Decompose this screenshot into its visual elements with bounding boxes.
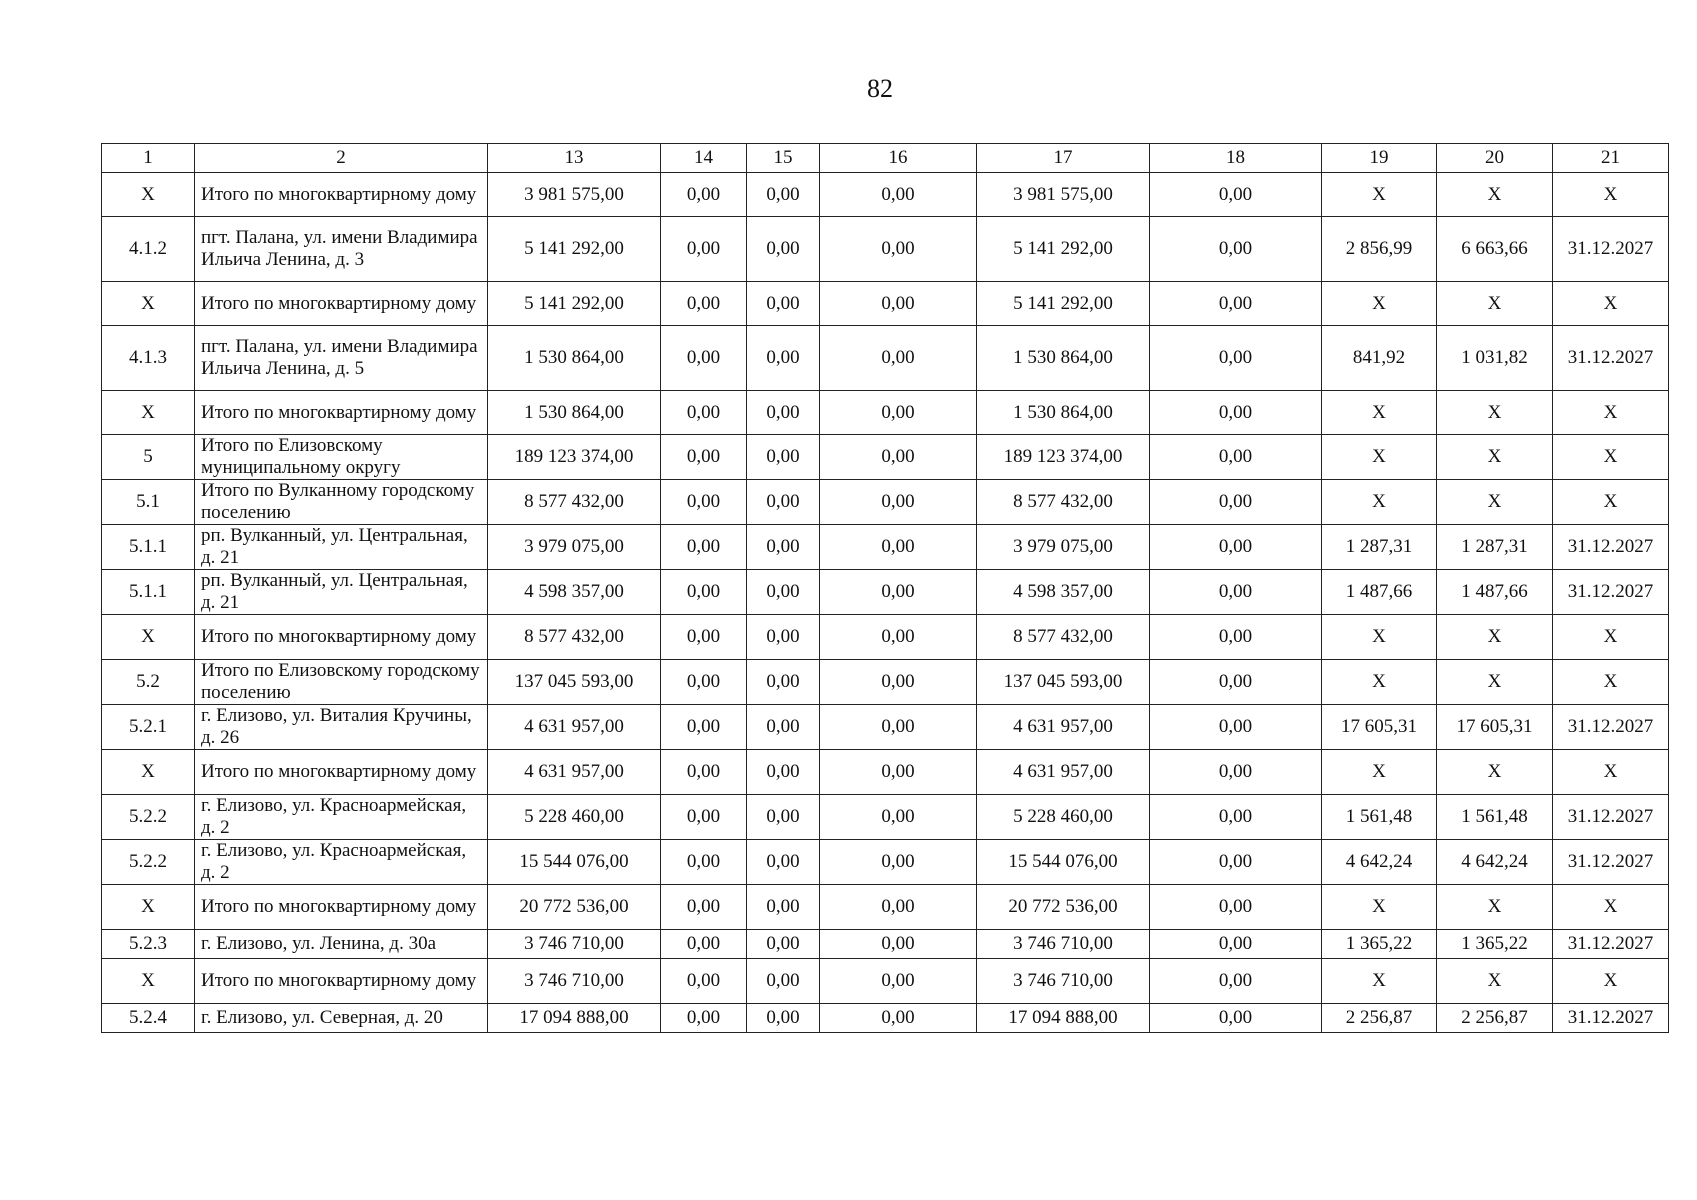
table-cell: 3 746 710,00 [977, 959, 1150, 1004]
table-row [102, 435, 1669, 480]
table-cell: 5 228 460,00 [977, 795, 1150, 840]
table-row [102, 750, 1669, 795]
table-cell: 0,00 [1150, 705, 1322, 750]
table-header-row [102, 144, 1669, 173]
table-cell: 20 772 536,00 [977, 885, 1150, 930]
table-cell: 5.1.1 [102, 570, 195, 615]
column-header: 14 [661, 144, 747, 173]
table-cell: 0,00 [661, 885, 747, 930]
table-cell: X [1553, 435, 1669, 480]
table-cell: X [1322, 615, 1437, 660]
address-cell: г. Елизово, ул. Ленина, д. 30а [195, 930, 488, 959]
table-cell: 5 141 292,00 [488, 282, 661, 326]
table-cell: 0,00 [747, 480, 820, 525]
table-cell: 0,00 [661, 391, 747, 435]
table-cell: X [102, 959, 195, 1004]
table-row [102, 217, 1669, 282]
table-cell: 0,00 [661, 480, 747, 525]
table-cell: X [1322, 885, 1437, 930]
table-cell: 0,00 [820, 570, 977, 615]
table-cell: 20 772 536,00 [488, 885, 661, 930]
table-cell: 0,00 [820, 615, 977, 660]
table-cell: 3 746 710,00 [488, 930, 661, 959]
table-cell: X [1437, 282, 1553, 326]
table-cell: X [1553, 660, 1669, 705]
table-cell: X [102, 750, 195, 795]
table-cell: 8 577 432,00 [488, 480, 661, 525]
table-cell: 5 [102, 435, 195, 480]
table-cell: 0,00 [747, 282, 820, 326]
table-cell: 189 123 374,00 [488, 435, 661, 480]
table-cell: 17 094 888,00 [488, 1004, 661, 1033]
table-cell: 0,00 [747, 525, 820, 570]
repair-program-table [101, 143, 1669, 1033]
table-row [102, 391, 1669, 435]
table-row [102, 570, 1669, 615]
table-cell: 0,00 [1150, 435, 1322, 480]
table-cell: X [1553, 391, 1669, 435]
table-cell: 5.1 [102, 480, 195, 525]
table-cell: X [1322, 750, 1437, 795]
table-cell: 4 631 957,00 [977, 705, 1150, 750]
table-cell: 0,00 [1150, 840, 1322, 885]
address-cell: пгт. Палана, ул. имени Владимира Ильича Ленина, д. 5 [195, 326, 488, 391]
column-header: 18 [1150, 144, 1322, 173]
table-cell: X [1553, 750, 1669, 795]
table-cell: X [1553, 885, 1669, 930]
table-cell: 0,00 [1150, 885, 1322, 930]
address-cell: Итого по многоквартирному дому [195, 173, 488, 217]
table-cell: X [1437, 391, 1553, 435]
table-cell: 0,00 [820, 885, 977, 930]
address-cell: Итого по многоквартирному дому [195, 750, 488, 795]
table-cell: 0,00 [661, 660, 747, 705]
table-cell: 31.12.2027 [1553, 1004, 1669, 1033]
table-cell: 0,00 [661, 435, 747, 480]
table-cell: 0,00 [820, 282, 977, 326]
table-row [102, 173, 1669, 217]
table-cell: 1 287,31 [1322, 525, 1437, 570]
table-cell: 0,00 [747, 570, 820, 615]
table-cell: 0,00 [820, 1004, 977, 1033]
table-row [102, 480, 1669, 525]
address-cell: г. Елизово, ул. Красноармейская, д. 2 [195, 840, 488, 885]
table-cell: 5.2 [102, 660, 195, 705]
table-cell: 0,00 [1150, 282, 1322, 326]
table-cell: 0,00 [820, 435, 977, 480]
table-cell: X [102, 173, 195, 217]
table-cell: 0,00 [820, 525, 977, 570]
table-cell: 5.2.2 [102, 840, 195, 885]
column-header: 2 [195, 144, 488, 173]
table-cell: X [1553, 959, 1669, 1004]
table-cell: 0,00 [747, 615, 820, 660]
table-cell: 1 287,31 [1437, 525, 1553, 570]
table-cell: 0,00 [1150, 959, 1322, 1004]
table-cell: 31.12.2027 [1553, 705, 1669, 750]
table-cell: 0,00 [747, 750, 820, 795]
table-cell: 0,00 [747, 660, 820, 705]
table-row [102, 660, 1669, 705]
table-cell: 0,00 [820, 660, 977, 705]
address-cell: Итого по многоквартирному дому [195, 391, 488, 435]
table-cell: 0,00 [747, 173, 820, 217]
column-header: 17 [977, 144, 1150, 173]
table-cell: 1 365,22 [1322, 930, 1437, 959]
table-row [102, 326, 1669, 391]
table-cell: X [1322, 480, 1437, 525]
table-cell: 137 045 593,00 [488, 660, 661, 705]
table-cell: 2 856,99 [1322, 217, 1437, 282]
table-cell: 31.12.2027 [1553, 525, 1669, 570]
address-cell: рп. Вулканный, ул. Центральная, д. 21 [195, 570, 488, 615]
table-cell: 8 577 432,00 [977, 615, 1150, 660]
table-cell: 0,00 [661, 615, 747, 660]
table-cell: 0,00 [661, 930, 747, 959]
table-cell: X [1322, 282, 1437, 326]
table-cell: 17 094 888,00 [977, 1004, 1150, 1033]
table-cell: X [1322, 435, 1437, 480]
table-cell: 0,00 [661, 959, 747, 1004]
table-cell: 2 256,87 [1322, 1004, 1437, 1033]
column-header: 1 [102, 144, 195, 173]
address-cell: г. Елизово, ул. Красноармейская, д. 2 [195, 795, 488, 840]
table-cell: 1 530 864,00 [977, 391, 1150, 435]
table-cell: 3 746 710,00 [977, 930, 1150, 959]
table-cell: 1 561,48 [1437, 795, 1553, 840]
table-cell: 4 631 957,00 [977, 750, 1150, 795]
table-cell: 0,00 [661, 217, 747, 282]
table-cell: X [1437, 435, 1553, 480]
table-cell: 0,00 [747, 930, 820, 959]
table-cell: 5 141 292,00 [977, 282, 1150, 326]
table-cell: 0,00 [1150, 615, 1322, 660]
address-cell: Итого по Вулканному городскому поселению [195, 480, 488, 525]
table-cell: 0,00 [661, 173, 747, 217]
table-cell: 0,00 [661, 326, 747, 391]
address-cell: Итого по многоквартирному дому [195, 959, 488, 1004]
table-cell: 0,00 [747, 795, 820, 840]
table-cell: 6 663,66 [1437, 217, 1553, 282]
table-row [102, 795, 1669, 840]
table-cell: 0,00 [820, 840, 977, 885]
table-cell: 5 228 460,00 [488, 795, 661, 840]
table-cell: X [102, 282, 195, 326]
address-cell: Итого по многоквартирному дому [195, 282, 488, 326]
table-cell: 0,00 [1150, 326, 1322, 391]
table-cell: 0,00 [820, 750, 977, 795]
table-cell: X [102, 885, 195, 930]
table-cell: 0,00 [820, 326, 977, 391]
table-cell: 0,00 [661, 840, 747, 885]
table-cell: 0,00 [820, 173, 977, 217]
table-cell: 0,00 [1150, 480, 1322, 525]
table-cell: 5 141 292,00 [488, 217, 661, 282]
table-cell: 31.12.2027 [1553, 570, 1669, 615]
table-cell: 0,00 [747, 1004, 820, 1033]
table-cell: 1 031,82 [1437, 326, 1553, 391]
table-cell: 0,00 [661, 795, 747, 840]
table-cell: X [1437, 173, 1553, 217]
table-cell: 4.1.3 [102, 326, 195, 391]
table-cell: 0,00 [661, 525, 747, 570]
table-cell: 0,00 [820, 391, 977, 435]
table-cell: 17 605,31 [1437, 705, 1553, 750]
table-cell: 31.12.2027 [1553, 930, 1669, 959]
table-cell: 0,00 [661, 282, 747, 326]
table-cell: 17 605,31 [1322, 705, 1437, 750]
table-cell: 1 487,66 [1322, 570, 1437, 615]
table-cell: 4 598 357,00 [488, 570, 661, 615]
table-cell: 0,00 [1150, 217, 1322, 282]
address-cell: пгт. Палана, ул. имени Владимира Ильича Ленина, д. 3 [195, 217, 488, 282]
table-cell: 0,00 [1150, 795, 1322, 840]
table-cell: X [1322, 173, 1437, 217]
table-cell: 15 544 076,00 [488, 840, 661, 885]
column-header: 13 [488, 144, 661, 173]
address-cell: г. Елизово, ул. Виталия Кручины, д. 26 [195, 705, 488, 750]
address-cell: Итого по многоквартирному дому [195, 885, 488, 930]
table-cell: 31.12.2027 [1553, 840, 1669, 885]
address-cell: рп. Вулканный, ул. Центральная, д. 21 [195, 525, 488, 570]
table-cell: X [1553, 282, 1669, 326]
table-cell: 0,00 [747, 959, 820, 1004]
table-cell: 0,00 [661, 750, 747, 795]
table-row [102, 1004, 1669, 1033]
table-cell: 0,00 [1150, 173, 1322, 217]
address-cell: Итого по многоквартирному дому [195, 615, 488, 660]
table-cell: 3 979 075,00 [977, 525, 1150, 570]
table-cell: 15 544 076,00 [977, 840, 1150, 885]
table-cell: 1 530 864,00 [977, 326, 1150, 391]
table-cell: 31.12.2027 [1553, 795, 1669, 840]
table-row [102, 615, 1669, 660]
table-cell: X [1553, 173, 1669, 217]
table-cell: 0,00 [820, 705, 977, 750]
table-cell: 0,00 [1150, 750, 1322, 795]
table-cell: 3 979 075,00 [488, 525, 661, 570]
table-cell: 4 642,24 [1322, 840, 1437, 885]
table-cell: 0,00 [747, 326, 820, 391]
address-cell: г. Елизово, ул. Северная, д. 20 [195, 1004, 488, 1033]
table-cell: 0,00 [820, 959, 977, 1004]
table-cell: 8 577 432,00 [488, 615, 661, 660]
table-cell: 0,00 [1150, 1004, 1322, 1033]
table-body [102, 173, 1669, 1033]
table-cell: 4 642,24 [1437, 840, 1553, 885]
table-cell: 0,00 [1150, 525, 1322, 570]
table-cell: 0,00 [820, 930, 977, 959]
table-cell: 31.12.2027 [1553, 326, 1669, 391]
table-cell: 0,00 [1150, 660, 1322, 705]
column-header: 19 [1322, 144, 1437, 173]
table-cell: 189 123 374,00 [977, 435, 1150, 480]
table-cell: 0,00 [747, 885, 820, 930]
table-cell: 31.12.2027 [1553, 217, 1669, 282]
table-cell: X [1553, 615, 1669, 660]
table-cell: 0,00 [1150, 391, 1322, 435]
table-cell: 137 045 593,00 [977, 660, 1150, 705]
table-cell: X [1322, 959, 1437, 1004]
table-cell: 5 141 292,00 [977, 217, 1150, 282]
table-cell: 0,00 [820, 480, 977, 525]
table-cell: 8 577 432,00 [977, 480, 1150, 525]
column-header: 16 [820, 144, 977, 173]
table-cell: 5.2.3 [102, 930, 195, 959]
table-cell: 1 365,22 [1437, 930, 1553, 959]
table-cell: X [1437, 959, 1553, 1004]
table-row [102, 959, 1669, 1004]
table-cell: 0,00 [1150, 930, 1322, 959]
table-cell: 5.2.2 [102, 795, 195, 840]
table-cell: 0,00 [747, 435, 820, 480]
table-row [102, 705, 1669, 750]
table-cell: 1 530 864,00 [488, 391, 661, 435]
column-header: 21 [1553, 144, 1669, 173]
table-row [102, 885, 1669, 930]
table-cell: 0,00 [747, 391, 820, 435]
table-cell: 4 631 957,00 [488, 750, 661, 795]
table-cell: 1 561,48 [1322, 795, 1437, 840]
table-cell: 4.1.2 [102, 217, 195, 282]
table-cell: X [1437, 885, 1553, 930]
table-row [102, 930, 1669, 959]
table-cell: 0,00 [747, 840, 820, 885]
table-cell: 0,00 [747, 705, 820, 750]
address-cell: Итого по Елизовскому муниципальному округу [195, 435, 488, 480]
table-cell: 0,00 [1150, 570, 1322, 615]
table-cell: 5.2.1 [102, 705, 195, 750]
table-cell: X [1437, 660, 1553, 705]
table-cell: 3 746 710,00 [488, 959, 661, 1004]
table-cell: 3 981 575,00 [488, 173, 661, 217]
column-header: 20 [1437, 144, 1553, 173]
table-cell: X [1437, 480, 1553, 525]
table-cell: 841,92 [1322, 326, 1437, 391]
table-cell: X [1553, 480, 1669, 525]
table-cell: X [102, 615, 195, 660]
table-row [102, 525, 1669, 570]
table-cell: 4 631 957,00 [488, 705, 661, 750]
table-cell: X [1437, 750, 1553, 795]
table-cell: X [1437, 615, 1553, 660]
table-cell: X [1322, 660, 1437, 705]
table-cell: 3 981 575,00 [977, 173, 1150, 217]
table-cell: X [1322, 391, 1437, 435]
table-cell: 0,00 [820, 217, 977, 282]
table-cell: 4 598 357,00 [977, 570, 1150, 615]
table-cell: 0,00 [661, 1004, 747, 1033]
page-number: 82 [867, 74, 893, 103]
table-row [102, 282, 1669, 326]
table-cell: 2 256,87 [1437, 1004, 1553, 1033]
table-cell: 0,00 [661, 705, 747, 750]
table-row [102, 840, 1669, 885]
table-cell: 1 487,66 [1437, 570, 1553, 615]
column-header: 15 [747, 144, 820, 173]
table-cell: 5.2.4 [102, 1004, 195, 1033]
table-cell: 0,00 [820, 795, 977, 840]
address-cell: Итого по Елизовскому городскому поселению [195, 660, 488, 705]
table-cell: 0,00 [661, 570, 747, 615]
table-cell: X [102, 391, 195, 435]
table-cell: 0,00 [747, 217, 820, 282]
table-cell: 1 530 864,00 [488, 326, 661, 391]
table-cell: 5.1.1 [102, 525, 195, 570]
